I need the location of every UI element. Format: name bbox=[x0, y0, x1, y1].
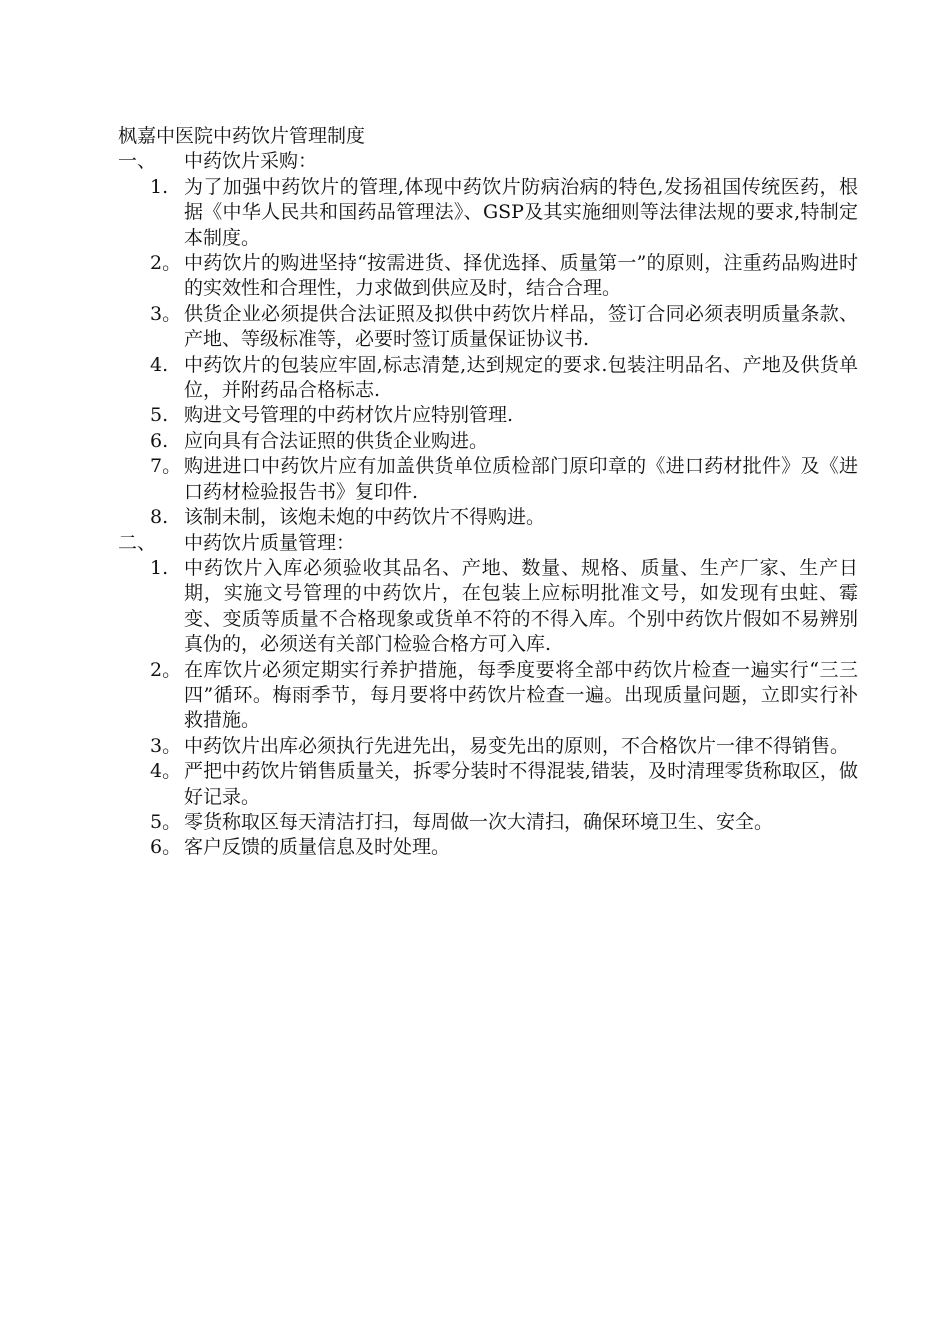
list-item bbox=[118, 251, 858, 302]
item-text: 客户反馈的质量信息及时处理。 bbox=[184, 836, 451, 859]
list-item bbox=[118, 353, 858, 404]
list-item bbox=[118, 403, 858, 428]
list-item bbox=[118, 429, 858, 454]
item-text: 购进进口中药饮片应有加盖供货单位质检部门原印章的《进口药材批件》及《进口药材检验报告书》复印件. bbox=[184, 455, 858, 503]
list-item bbox=[118, 658, 858, 734]
list-item bbox=[118, 505, 858, 530]
item-number: 2。 bbox=[150, 252, 182, 275]
list-item bbox=[118, 734, 858, 759]
item-number: 3。 bbox=[150, 734, 182, 757]
item-number: 4。 bbox=[150, 760, 182, 783]
item-text: 中药饮片出库必须执行先进先出，易变先出的原则，不合格饮片一律不得销售。 bbox=[184, 734, 850, 757]
list-item bbox=[118, 556, 858, 658]
document-body bbox=[118, 124, 858, 861]
item-number: 5。 bbox=[150, 810, 182, 833]
item-number: 5. bbox=[150, 404, 169, 427]
item-text: 该制未制，该炮未炮的中药饮片不得购进。 bbox=[184, 506, 546, 529]
item-text: 中药饮片的包装应牢固,标志清楚,达到规定的要求.包装注明品名、产地及供货单位，并附药品合格标志. bbox=[184, 353, 858, 402]
item-number: 1. bbox=[150, 556, 169, 579]
item-text: 为了加强中药饮片的管理,体现中药饮片防病治病的特色,发扬祖国传统医药，根据《中华人民共和国药品管理法》、GSP及其实施细则等法律法规的要求,特制定本制度。 bbox=[184, 175, 858, 249]
item-text: 购进文号管理的中药材饮片应特别管理. bbox=[184, 404, 514, 427]
list-item bbox=[118, 175, 858, 251]
item-number: 6. bbox=[150, 429, 169, 452]
item-text: 严把中药饮片销售质量关，拆零分装时不得混装,错装，及时清理零货称取区，做好记录。 bbox=[184, 760, 858, 808]
section-procurement bbox=[118, 149, 858, 530]
list-item bbox=[118, 759, 858, 810]
item-number: 1. bbox=[150, 175, 169, 198]
section-title: 中药饮片质量管理： bbox=[184, 531, 356, 554]
item-number: 4. bbox=[150, 353, 169, 376]
item-text: 应向具有合法证照的供货企业购进。 bbox=[184, 429, 489, 452]
list-item bbox=[118, 302, 858, 353]
section-heading bbox=[118, 149, 858, 174]
document-title: 枫嘉中医院中药饮片管理制度 bbox=[118, 125, 366, 147]
item-number: 2。 bbox=[150, 658, 182, 681]
item-text: 在库饮片必须定期实行养护措施，每季度要将全部中药饮片检查一遍实行“三三四”循环。梅雨季节，每月要将中药饮片检查一遍。出现质量问题，立即实行补救措施。 bbox=[184, 658, 858, 732]
item-text: 零货称取区每天清洁打扫，每周做一次大清扫，确保环境卫生、安全。 bbox=[184, 810, 774, 833]
list-item bbox=[118, 810, 858, 835]
item-text: 中药饮片的购进坚持“按需进货、择优选择、质量第一”的原则，注重药品购进时的实效性和合理性，力求做到供应及时，结合合理。 bbox=[184, 252, 858, 300]
item-text: 供货企业必须提供合法证照及拟供中药饮片样品，签订合同必须表明质量条款、产地、等级标准等，必要时签订质量保证协议书. bbox=[184, 302, 858, 351]
section-title: 中药饮片采购： bbox=[184, 150, 318, 173]
section-quality-management bbox=[118, 531, 858, 861]
section-number: 一、 bbox=[118, 150, 157, 173]
item-number: 6。 bbox=[150, 836, 182, 859]
item-number: 3。 bbox=[150, 302, 182, 325]
item-text: 中药饮片入库必须验收其品名、产地、数量、规格、质量、生产厂家、生产日期，实施文号管理的中药饮片，在包装上应标明批准文号，如发现有虫蛀、霉变、变质等质量不合格现象或货单不符的不得入库。个别中药饮片假如不易辨别真伪的，必须送有关部门检验合格方可入库. bbox=[184, 556, 858, 656]
item-number: 8. bbox=[150, 506, 169, 529]
list-item bbox=[118, 835, 858, 860]
item-number: 7。 bbox=[150, 455, 182, 478]
list-item bbox=[118, 454, 858, 505]
section-number: 二、 bbox=[118, 531, 157, 554]
section-heading bbox=[118, 531, 858, 556]
